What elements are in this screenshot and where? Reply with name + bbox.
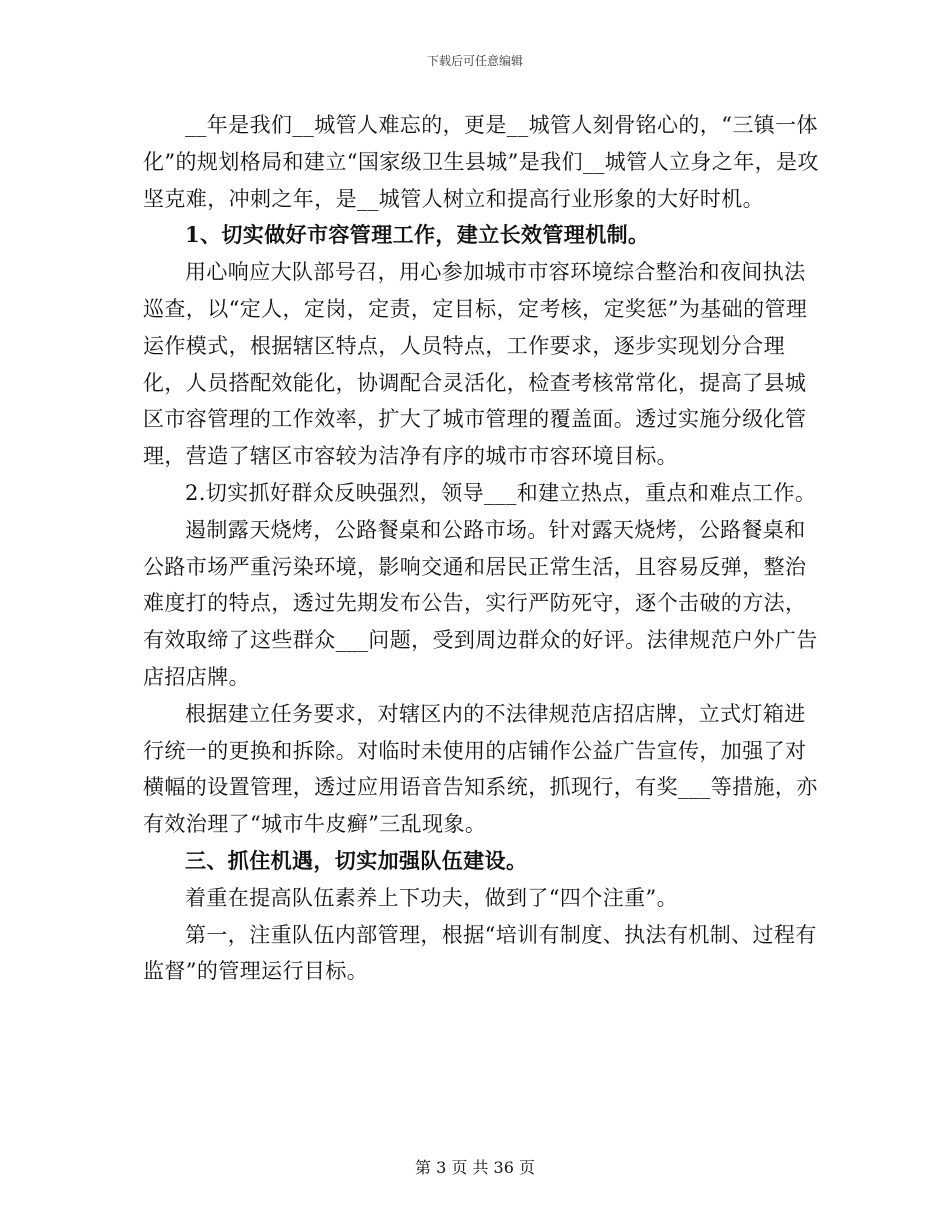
heading-hotspot-work: 2.切实抓好群众反映强烈，领导___和建立热点，重点和难点工作。 — [185, 480, 817, 505]
page-header: 下载后可任意编辑 — [426, 54, 523, 68]
paragraph-four-focus: 着重在提高队伍素养上下功夫，做到了“四个注重”。 — [185, 885, 679, 910]
heading-market-management: 1、切实做好市容管理工作，建立长效管理机制。 — [185, 222, 650, 248]
paragraph-bbq-control: 遏制露天烧烤，公路餐桌和公路市场。针对露天烧烤，公路餐桌和公路市场严重污染环境，影响交通和居民正常生活，且容易反弹，整治难度打的特点，透过先期发布公告，实行严防死守，逐个击破的方法，有效取缔了这些群众___问题，受到周边群众的好评。法律规范户外广告店招店牌。 — [143, 517, 818, 689]
page-number: 第 3 页 共 36 页 — [415, 1158, 535, 1177]
paragraph-signboards: 根据建立任务要求，对辖区内的不法律规范店招店牌，立式灯箱进行统一的更换和拆除。对临时未使用的店铺作公益广告宣传，加强了对横幅的设置管理，透过应用语音告知系统，抓现行，有奖___等措施，亦有效治理了“城市牛皮癣”三乱现象。 — [143, 701, 818, 837]
document-body — [143, 107, 823, 990]
heading-team-building: 三、抓住机遇，切实加强队伍建设。 — [185, 847, 528, 873]
paragraph-market-management: 用心响应大队部号召，用心参加城市市容环境综合整治和夜间执法巡查，以“定人，定岗，定责，定目标，定考核，定奖惩”为基础的管理运作模式，根据辖区特点，人员特点，工作要求，逐步实现划分合理化，人员搭配效能化，协调配合灵活化，检查考核常常化，提高了县城区市容管理的工作效率，扩大了城市管理的覆盖面。透过实施分级化管理，营造了辖区市容较为洁净有序的城市市容环境目标。 — [143, 260, 808, 469]
paragraph-intro: __年是我们__城管人难忘的，更是__城管人刻骨铭心的，“三镇一体化”的规划格局和建立“国家级卫生县城”是我们__城管人立身之年，是攻坚克难，冲刺之年，是__城管人树立和提高行业形象的大好时机。 — [143, 113, 819, 211]
paragraph-internal-management: 第一，注重队伍内部管理，根据“培训有制度、执法有机制、过程有监督”的管理运行目标。 — [143, 922, 817, 984]
